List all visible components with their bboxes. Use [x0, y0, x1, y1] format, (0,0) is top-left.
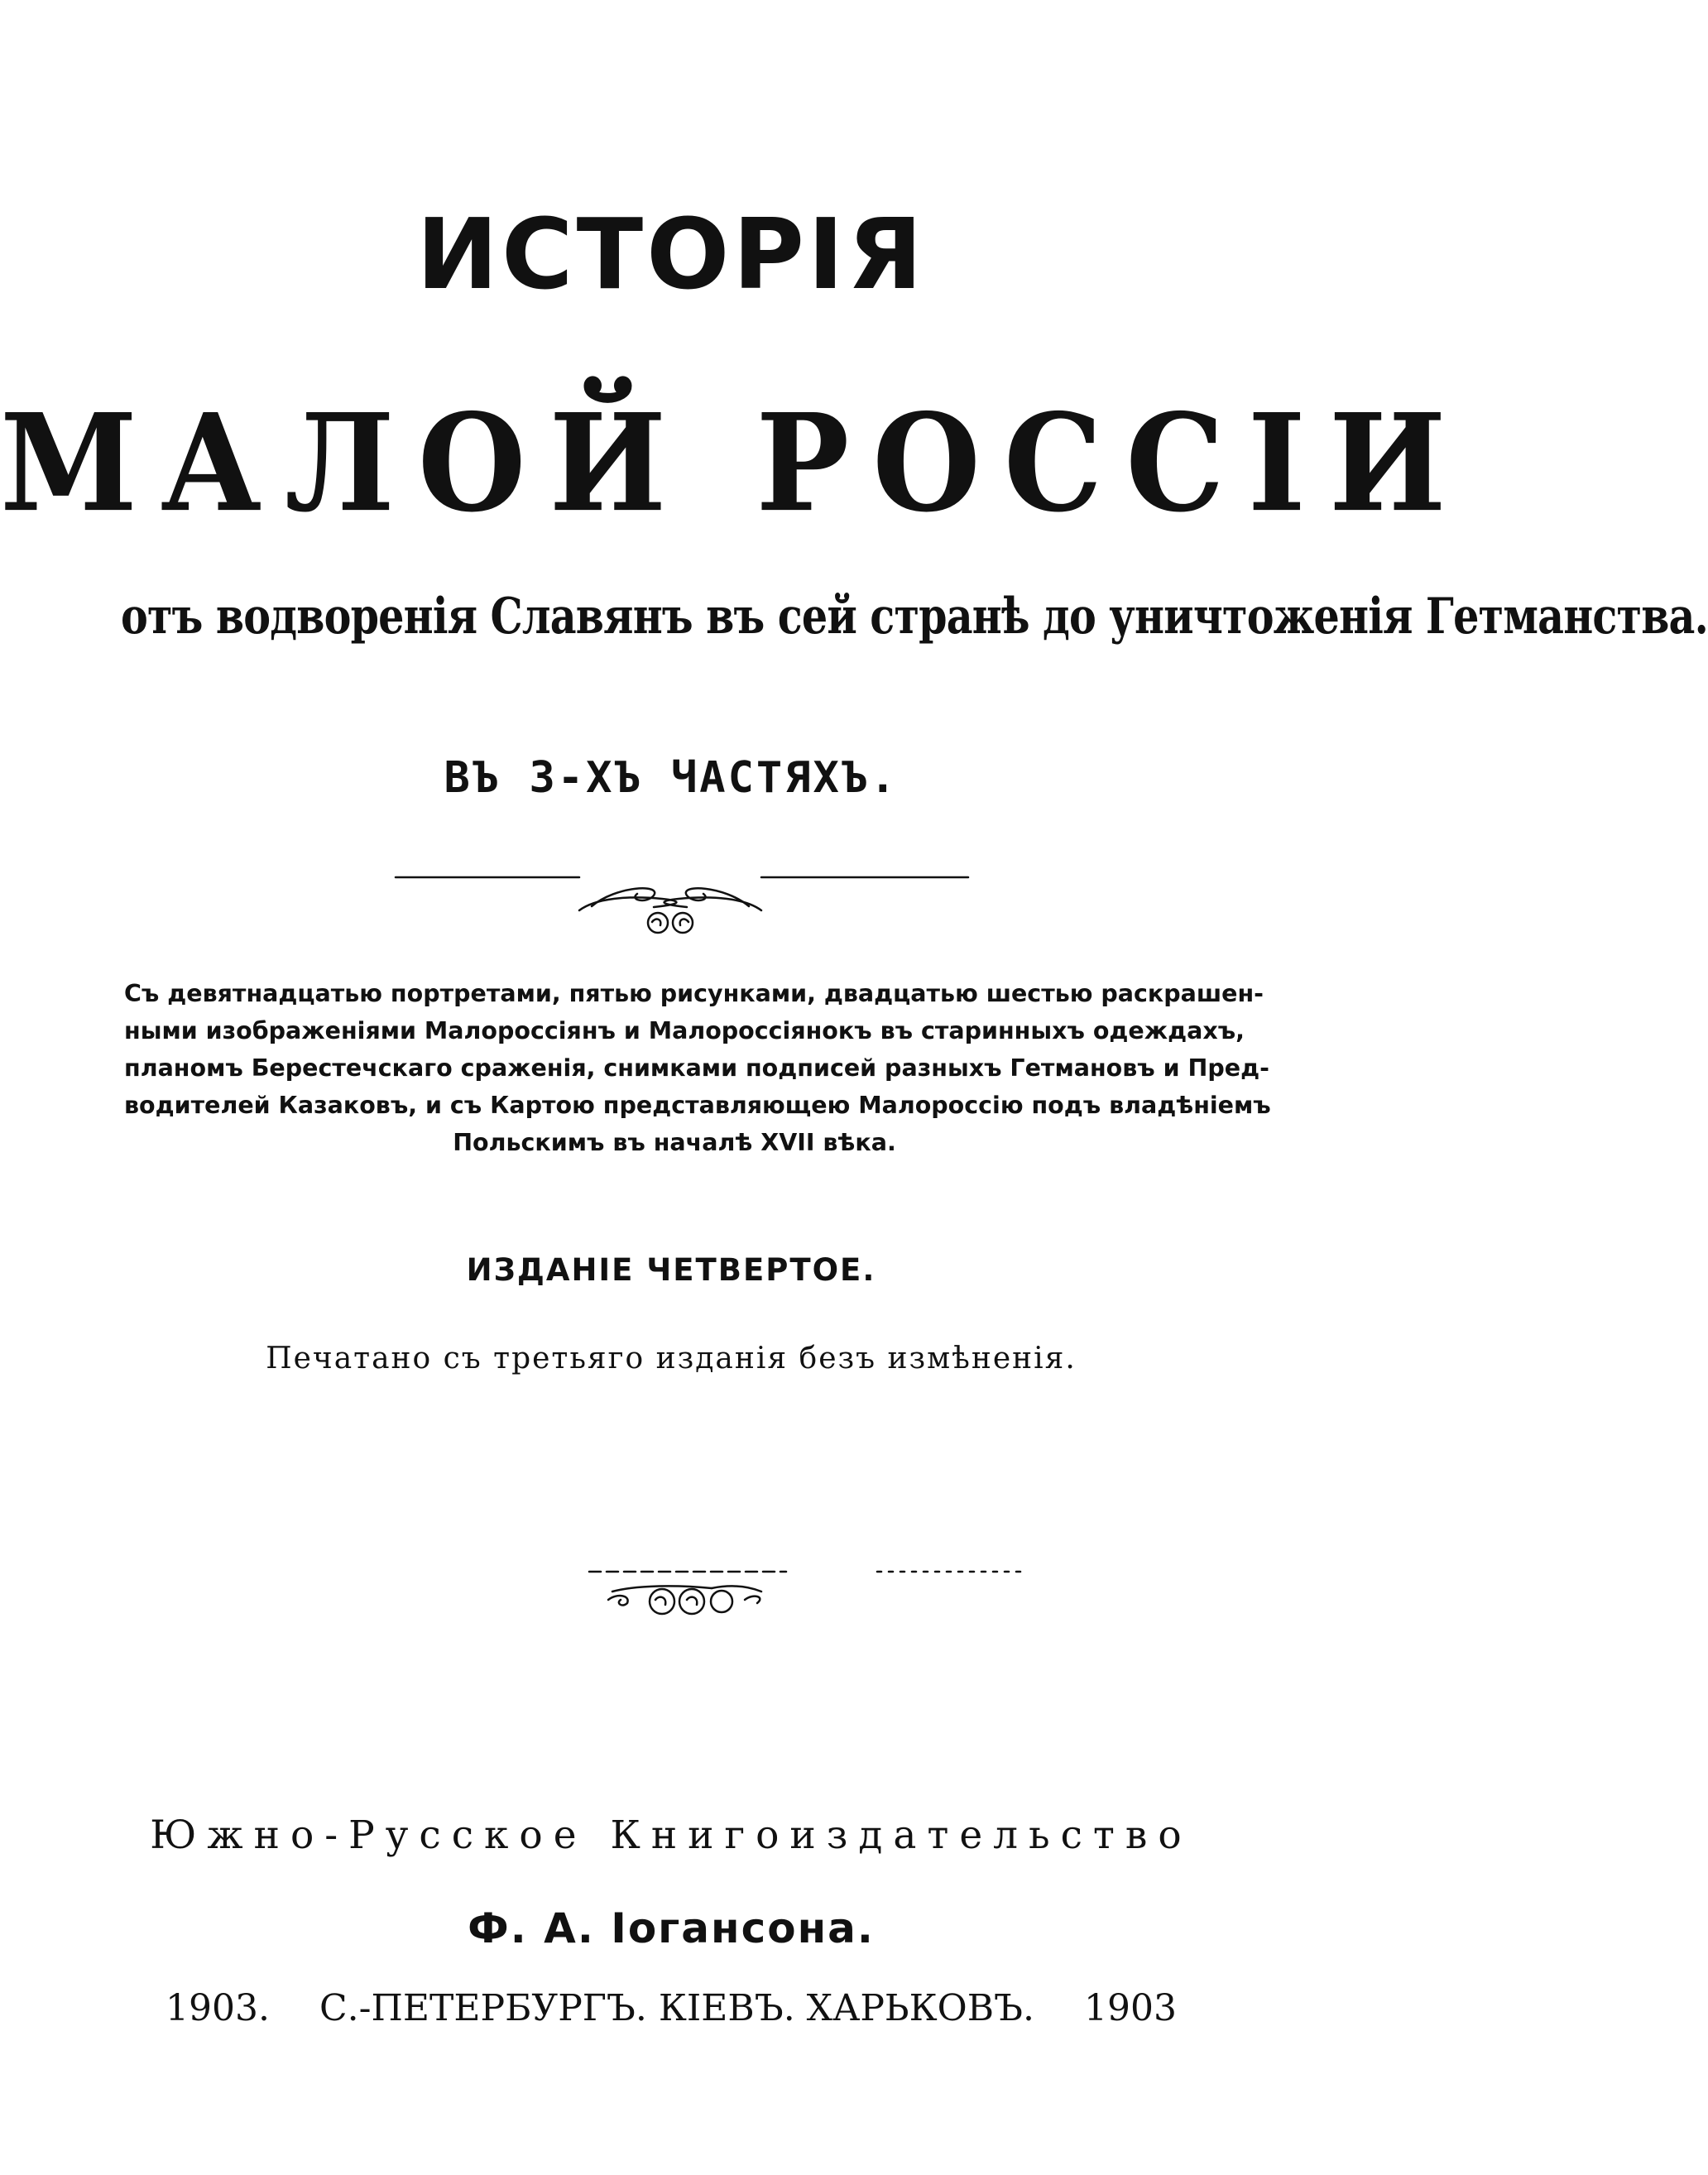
publisher-name: Южно-Русское Книгоиздательство [150, 1812, 1192, 1858]
description-line: водителей Казаковъ, и съ Картою представляющею Малороссію подъ владѣніемъ [124, 1092, 1271, 1119]
description-line: Съ девятнадцатью портретами, пятью рисунками, двадцатью шестью раскрашен- [124, 980, 1264, 1007]
description-line: ными изображеніями Малороссіянъ и Малороссіянокъ въ старинныхъ одеждахъ, [124, 1017, 1245, 1044]
subtitle: отъ водворенія Славянъ въ сей странѣ до уничтоженія Гетманства. [120, 588, 1708, 646]
ornament-divider-bottom [0, 1560, 1342, 1635]
year-left: 1903. [166, 1987, 270, 2029]
reprint-note: Печатано съ третьяго изданія безъ измѣненія. [266, 1342, 1077, 1376]
title-line-1: ИСТОРІЯ [416, 197, 926, 311]
imprint-line [166, 1980, 1177, 2038]
year-right: 1903 [1084, 1987, 1177, 2029]
ornament-divider-top [0, 852, 1342, 943]
parts-note: ВЪ 3-ХЪ ЧАСТЯХЪ. [444, 753, 899, 803]
imprint-cities: С.-ПЕТЕРБУРГЪ. КІЕВЪ. ХАРЬКОВЪ. [319, 1987, 1034, 2029]
description [124, 975, 1271, 1161]
title-line-2: МАЛОЙ РОССІИ [0, 384, 1470, 543]
description-line: Польскимъ въ началѣ XVII вѣка. [453, 1129, 896, 1156]
publisher-owner: Ф. А. Іогансона. [468, 1904, 875, 1952]
edition-label: ИЗДАНІЕ ЧЕТВЕРТОЕ. [466, 1252, 876, 1288]
description-line: планомъ Берестечскаго сраженія, снимками подписей разныхъ Гетмановъ и Пред- [124, 1054, 1269, 1082]
